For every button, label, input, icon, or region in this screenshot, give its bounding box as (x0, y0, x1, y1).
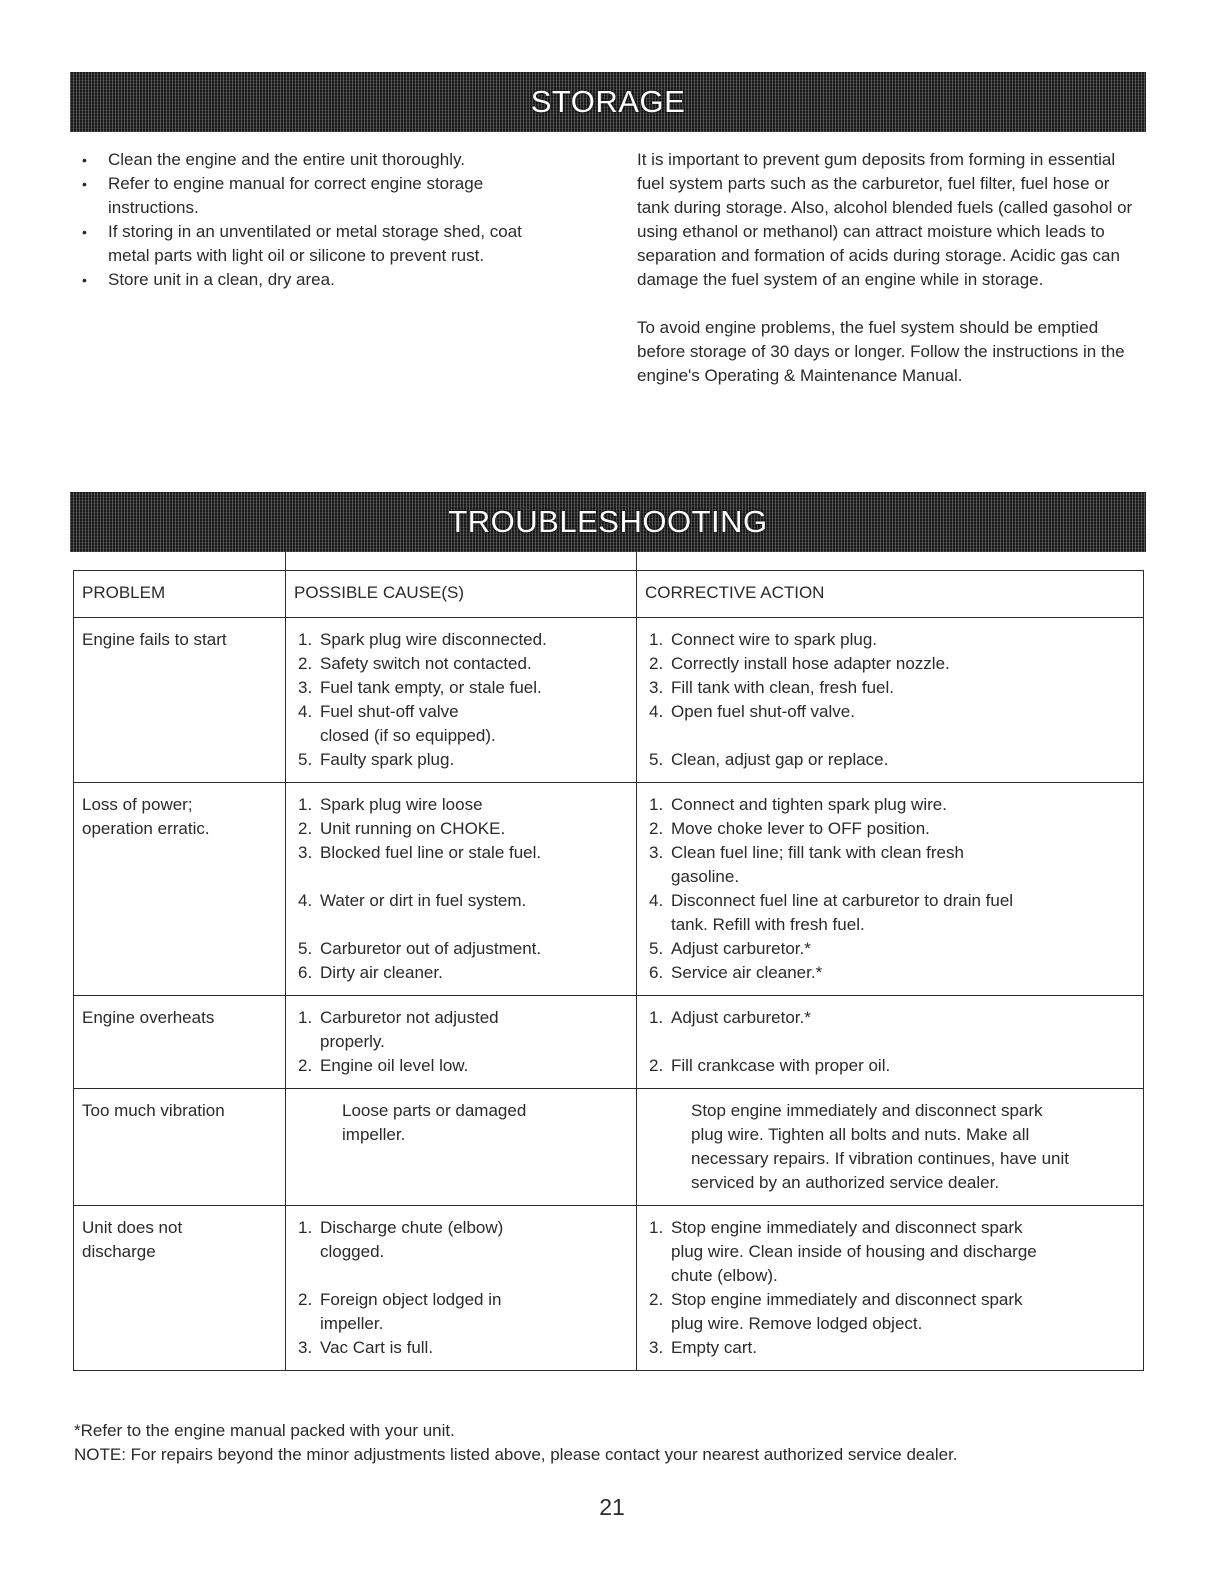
action-cell (637, 996, 1144, 1089)
item-number: 5. (298, 750, 313, 769)
item-number: 3. (298, 678, 313, 697)
cause-text: Safety switch not contacted. (320, 654, 532, 673)
item-number: 3. (298, 1338, 313, 1357)
table-row (74, 618, 1144, 783)
table-row (74, 783, 1144, 996)
cause-text: Foreign object lodged in impeller. (320, 1290, 502, 1333)
table-header-row (74, 571, 1144, 618)
column-divider (636, 552, 637, 570)
troubleshooting-banner (70, 492, 1146, 552)
cause-cell (286, 996, 637, 1089)
footnote: *Refer to the engine manual packed with your unit. (74, 1421, 455, 1440)
action-cell (637, 618, 1144, 783)
action-text: Stop engine immediately and disconnect spark plug wire. Tighten all bolts and nuts. Make all necessary repairs. If vibration continues, have unit serviced by an authorized service dealer. (691, 1101, 1069, 1192)
item-number: 2. (298, 1290, 313, 1309)
problem-cell: Engine overheats (74, 996, 286, 1089)
action-cell (637, 783, 1144, 996)
storage-banner (70, 72, 1146, 132)
item-number: 3. (649, 678, 664, 697)
service-note: NOTE: For repairs beyond the minor adjustments listed above, please contact your nearest authorized service dealer. (74, 1445, 958, 1464)
action-text: Connect wire to spark plug. (671, 630, 877, 649)
action-text: Stop engine immediately and disconnect spark plug wire. Clean inside of housing and discharge chute (elbow). (671, 1218, 1037, 1285)
item-number: 4. (298, 891, 313, 910)
cause-cell (286, 783, 637, 996)
item-number: 5. (649, 939, 664, 958)
item-number: 1. (298, 795, 313, 814)
item-number: 2. (649, 1056, 664, 1075)
item-number: 2. (649, 819, 664, 838)
item-number: 2. (649, 1290, 664, 1309)
item-number: 2. (298, 654, 313, 673)
cause-text: Fuel shut-off valve closed (if so equipped). (320, 702, 496, 745)
footnotes (74, 1419, 1154, 1467)
cause-cell (286, 1089, 637, 1206)
action-text: Connect and tighten spark plug wire. (671, 795, 947, 814)
table-row (74, 1089, 1144, 1206)
action-text: Disconnect fuel line at carburetor to drain fuel tank. Refill with fresh fuel. (671, 891, 1014, 934)
item-number: 5. (649, 750, 664, 769)
action-text: Fill tank with clean, fresh fuel. (671, 678, 894, 697)
header-cause: POSSIBLE CAUSE(S) (286, 571, 637, 618)
action-text: Clean, adjust gap or replace. (671, 750, 889, 769)
action-text: Open fuel shut-off valve. (671, 702, 855, 721)
list-item: • Clean the engine and the entire unit thoroughly. (78, 148, 558, 172)
item-number: 4. (649, 891, 664, 910)
cause-text: Carburetor not adjusted properly. (320, 1008, 499, 1051)
cause-text: Fuel tank empty, or stale fuel. (320, 678, 542, 697)
troubleshooting-title: TROUBLESHOOTING (448, 504, 768, 539)
table-row (74, 996, 1144, 1089)
page-number: 21 (599, 1494, 625, 1520)
cause-text: Water or dirt in fuel system. (320, 891, 527, 910)
header-problem: PROBLEM (74, 571, 286, 618)
action-text: Clean fuel line; fill tank with clean fresh gasoline. (671, 843, 964, 886)
action-text: Fill crankcase with proper oil. (671, 1056, 891, 1075)
troubleshooting-table (73, 570, 1144, 1371)
list-item: • If storing in an unventilated or metal storage shed, coat metal parts with light oil or silicone to prevent rust. (78, 220, 558, 268)
storage-bullet-list (78, 148, 558, 292)
action-text: Empty cart. (671, 1338, 757, 1357)
action-text: Correctly install hose adapter nozzle. (671, 654, 950, 673)
storage-title: STORAGE (530, 84, 686, 119)
cause-text: Discharge chute (elbow) clogged. (320, 1218, 504, 1261)
item-number: 1. (649, 795, 664, 814)
storage-info (637, 148, 1137, 412)
item-number: 3. (649, 843, 664, 862)
cause-text: Loose parts or damaged impeller. (342, 1101, 527, 1144)
cause-text: Dirty air cleaner. (320, 963, 443, 982)
list-item: • Refer to engine manual for correct engine storage instructions. (78, 172, 558, 220)
item-number: 1. (649, 630, 664, 649)
action-text: Adjust carburetor.* (671, 939, 811, 958)
header-action: CORRECTIVE ACTION (637, 571, 1144, 618)
cause-text: Blocked fuel line or stale fuel. (320, 843, 542, 862)
item-number: 1. (298, 630, 313, 649)
action-cell (637, 1089, 1144, 1206)
item-number: 1. (649, 1008, 664, 1027)
cause-text: Carburetor out of adjustment. (320, 939, 542, 958)
action-text: Move choke lever to OFF position. (671, 819, 930, 838)
problem-cell: Engine fails to start (74, 618, 286, 783)
item-number: 6. (649, 963, 664, 982)
item-number: 5. (298, 939, 313, 958)
action-cell (637, 1206, 1144, 1371)
cause-text: Vac Cart is full. (320, 1338, 434, 1357)
cause-text: Spark plug wire disconnected. (320, 630, 547, 649)
action-text: Service air cleaner.* (671, 963, 823, 982)
problem-cell: Too much vibration (74, 1089, 286, 1206)
item-number: 2. (298, 1056, 313, 1075)
cause-cell (286, 618, 637, 783)
column-divider (285, 552, 286, 570)
item-number: 1. (298, 1008, 313, 1027)
cause-cell (286, 1206, 637, 1371)
cause-text: Engine oil level low. (320, 1056, 469, 1075)
item-number: 3. (649, 1338, 664, 1357)
item-number: 4. (649, 702, 664, 721)
problem-cell: Unit does not discharge (74, 1206, 286, 1371)
action-text: Stop engine immediately and disconnect spark plug wire. Remove lodged object. (671, 1290, 1023, 1333)
item-number: 3. (298, 843, 313, 862)
storage-paragraph: It is important to prevent gum deposits from forming in essential fuel system parts such as the carburetor, fuel filter, fuel hose or tank during storage. Also, alcohol blended fuels (called gasohol or using ethanol or methanol) can attract moisture which leads to separation and formation of acids during storage. Acidic gas can damage the fuel system of an engine while in storage. (637, 150, 1133, 289)
table-row (74, 1206, 1144, 1371)
item-number: 4. (298, 702, 313, 721)
action-text: Adjust carburetor.* (671, 1008, 811, 1027)
list-item: • Store unit in a clean, dry area. (78, 268, 558, 292)
storage-paragraph: To avoid engine problems, the fuel system should be emptied before storage of 30 days or longer. Follow the instructions in the engine's Operating & Maintenance Manual. (637, 318, 1125, 385)
item-number: 6. (298, 963, 313, 982)
cause-text: Spark plug wire loose (320, 795, 483, 814)
item-number: 1. (298, 1218, 313, 1237)
cause-text: Faulty spark plug. (320, 750, 455, 769)
item-number: 2. (298, 819, 313, 838)
item-number: 1. (649, 1218, 664, 1237)
item-number: 2. (649, 654, 664, 673)
problem-cell: Loss of power; operation erratic. (74, 783, 286, 996)
cause-text: Unit running on CHOKE. (320, 819, 506, 838)
